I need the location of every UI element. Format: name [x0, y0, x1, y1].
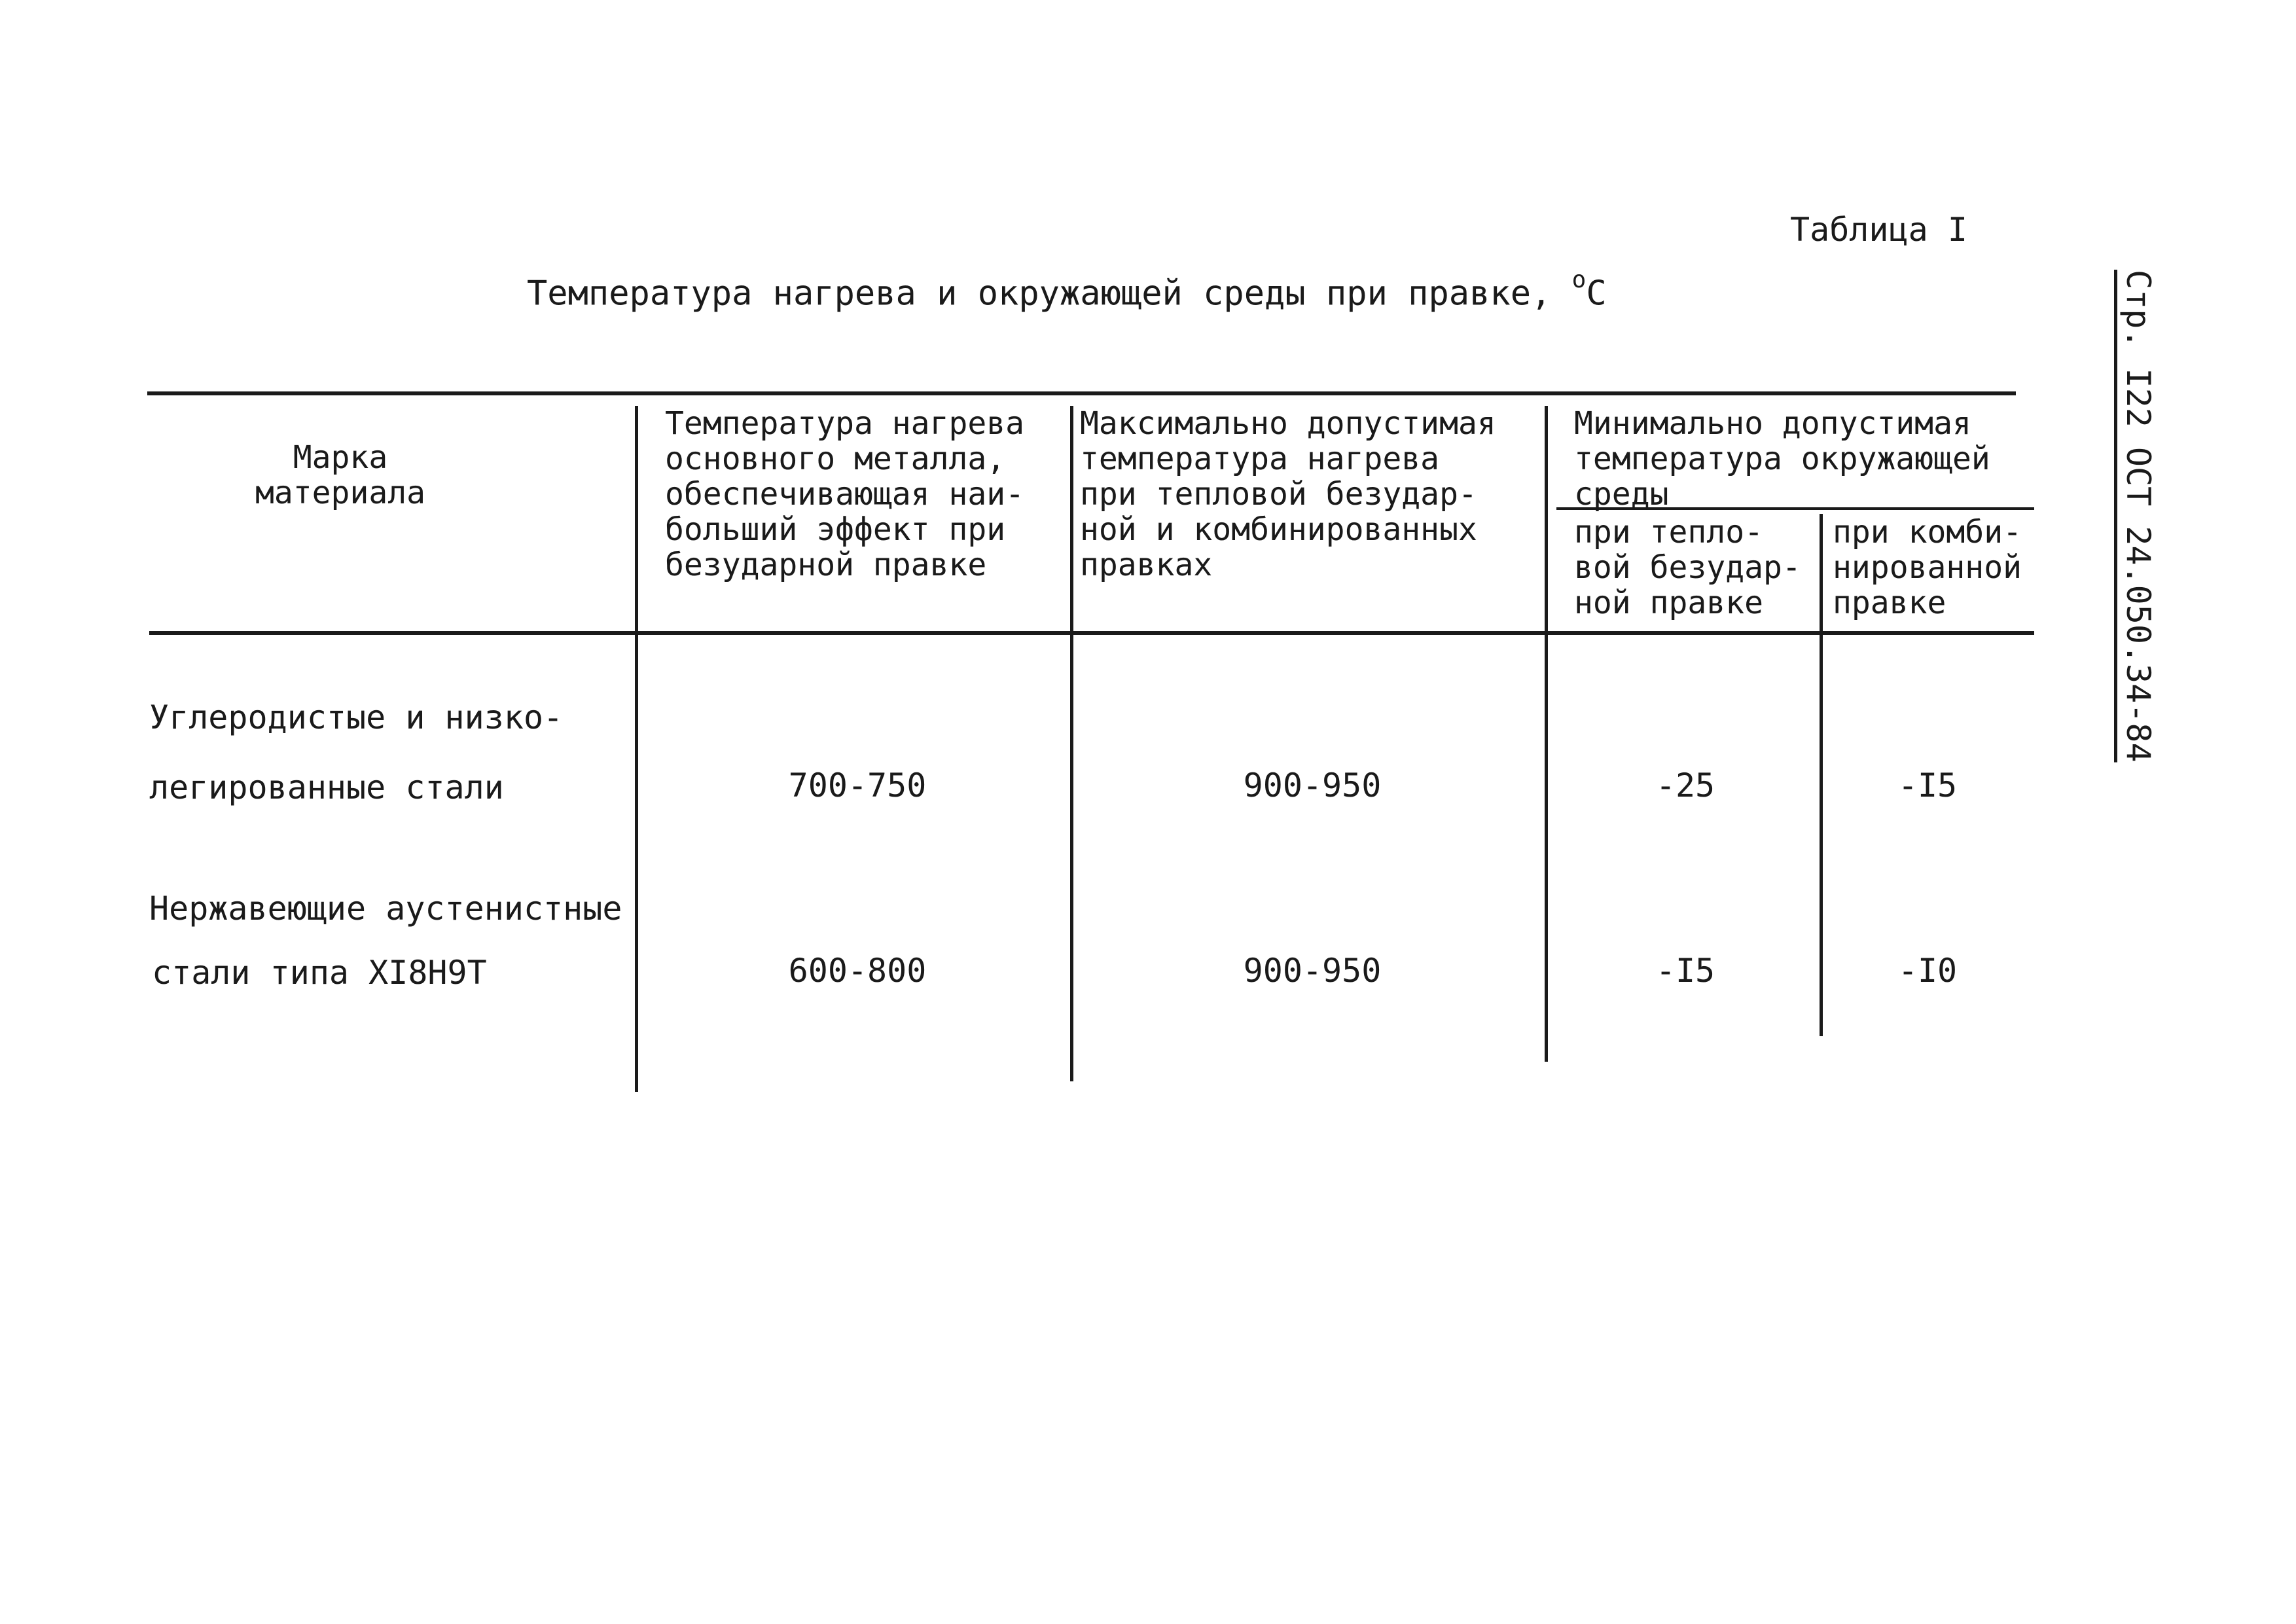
table-number-label: Таблица I	[1790, 211, 1967, 249]
table-title	[527, 266, 1607, 314]
header-material: Марка материала	[255, 439, 426, 511]
header-bottom-rule	[149, 631, 2034, 635]
min-combined-value: -I5	[1897, 767, 1958, 804]
unit-celsius: С	[1586, 274, 1607, 314]
material-name-line2: легированные стали	[149, 768, 504, 806]
table-top-rule	[147, 391, 2016, 395]
heating-base-value: 600-800	[788, 952, 927, 990]
min-thermal-value: -25	[1655, 767, 1715, 804]
header-min-thermal: при тепло- вой безудар- ной правке	[1574, 514, 1801, 621]
material-name-line1: Нержавеющие аустенистные	[149, 890, 622, 928]
column-divider-1	[635, 406, 638, 1092]
material-name-line1: Углеродистые и низко-	[149, 698, 564, 736]
column-divider-3	[1545, 406, 1548, 1062]
column-divider-2	[1070, 406, 1073, 1081]
material-name-line2: стали типа XI8H9T	[152, 954, 487, 992]
header-min-combined: при комби- нированной правке	[1833, 514, 2022, 621]
heating-base-value: 700-750	[788, 767, 927, 804]
min-combined-value: -I0	[1897, 952, 1958, 990]
min-thermal-value: -I5	[1655, 952, 1715, 990]
max-heating-value: 900-950	[1243, 952, 1382, 990]
degree-symbol: о	[1571, 266, 1587, 293]
max-heating-value: 900-950	[1243, 767, 1382, 804]
column-divider-4	[1820, 514, 1823, 1036]
table-title-text: Температура нагрева и окружающей среды при правке,	[527, 274, 1552, 314]
header-min-ambient: Минимально допустимая температура окружающей среды	[1574, 405, 1990, 513]
header-max-heating: Максимально допустимая температура нагрева при тепловой безудар- ной и комбинированных правках	[1080, 405, 1496, 583]
page-standard-label: Стр. I22 ОСТ 24.050.34-84	[2119, 270, 2157, 763]
header-heating-base: Температура нагрева основного металла, обеспечивающая наи- больший эффект при безударной правке	[665, 405, 1025, 583]
